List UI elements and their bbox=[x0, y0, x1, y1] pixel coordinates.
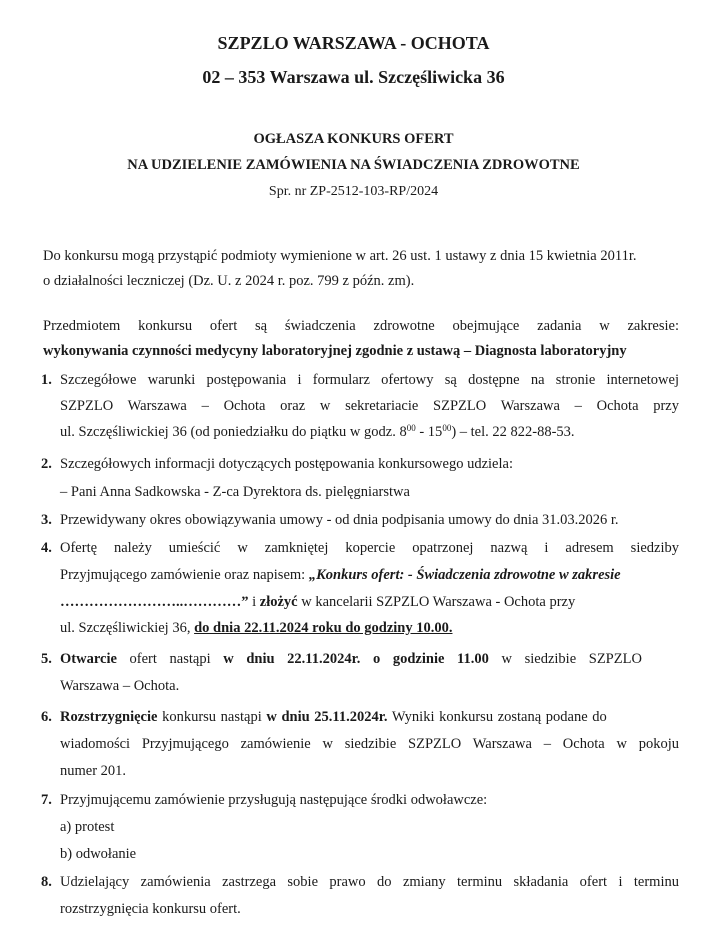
intro-line-2: o działalności leczniczej (Dz. U. z 2024 r. poz. 799 z późn. zm). bbox=[43, 273, 415, 289]
item-4-line-3: ……………………..…………” i złożyć w kancelarii SZPZLO Warszawa - Ochota przy bbox=[60, 594, 576, 610]
announce-subtitle: NA UDZIELENIE ZAMÓWIENIA NA ŚWIADCZENIA ZDROWOTNE bbox=[127, 157, 580, 173]
item-number: 4. bbox=[41, 540, 52, 556]
item-1-line-3: ul. Szczęśliwickiej 36 (od poniedziałku do piątku w godz. $8^{00} - 15^{00}$) – tel. 22 822-88-53. bbox=[60, 423, 575, 440]
subject-line-1: Przedmiotem konkursu ofert są świadczenia zdrowotne obejmujące zadania w zakresie: bbox=[43, 318, 679, 334]
item-number: 2. bbox=[41, 456, 52, 472]
item-3-line-1: Przewidywany okres obowiązywania umowy - od dnia podpisania umowy do dnia 31.03.2026 r. bbox=[60, 512, 619, 528]
org-name: SZPZLO WARSZAWA - OCHOTA bbox=[217, 33, 490, 53]
subject-line-2: wykonywania czynności medycyny laboratoryjnej zgodnie z ustawą – Diagnosta laboratoryjny bbox=[43, 343, 627, 359]
announce-title: OGŁASZA KONKURS OFERT bbox=[253, 131, 454, 147]
item-6-line-2: wiadomości Przyjmującego zamówienie w siedzibie SZPZLO Warszawa – Ochota w pokoju bbox=[60, 736, 679, 752]
item-6-line-3: numer 201. bbox=[60, 763, 127, 779]
item-6-line-1: Rozstrzygnięcie konkursu nastąpi w dniu 25.11.2024r. Wyniki konkursu zostaną podane do bbox=[60, 709, 607, 725]
item-number: 1. bbox=[41, 372, 52, 388]
item-8-line-1: Udzielający zamówienia zastrzega sobie prawo do zmiany terminu składania ofert i terminu bbox=[60, 874, 679, 890]
item-4-line-4: ul. Szczęśliwickiej 36, do dnia 22.11.2024 roku do godziny 10.00. bbox=[60, 620, 453, 636]
item-7-option-b: b) odwołanie bbox=[60, 846, 137, 862]
item-8-line-2: rozstrzygnięcia konkursu ofert. bbox=[60, 901, 241, 917]
deadline-text: do dnia 22.11.2024 roku do godziny 10.00. bbox=[194, 620, 453, 636]
item-1-line-1: Szczegółowe warunki postępowania i formularz ofertowy są dostępne na stronie internetowej bbox=[60, 372, 679, 388]
item-2-line-1: Szczegółowych informacji dotyczących postępowania konkursowego udziela: bbox=[60, 456, 513, 472]
item-number: 7. bbox=[41, 792, 52, 808]
item-number: 6. bbox=[41, 709, 52, 725]
item-number: 3. bbox=[41, 512, 52, 528]
item-7-option-a: a) protest bbox=[60, 819, 115, 835]
item-5-line-1: Otwarcie ofert nastąpi w dniu 22.11.2024r. o godzinie 11.00 w siedzibie SZPZLO bbox=[60, 651, 642, 667]
item-7-line-1: Przyjmującemu zamówienie przysługują następujące środki odwoławcze: bbox=[60, 792, 488, 808]
item-4-line-2: Przyjmującego zamówienie oraz napisem: „Konkurs ofert: - Świadczenia zdrowotne w zakresie bbox=[60, 567, 621, 583]
item-number: 5. bbox=[41, 651, 52, 667]
org-address: 02 – 353 Warszawa ul. Szczęśliwicka 36 bbox=[202, 67, 505, 87]
item-number: 8. bbox=[41, 874, 52, 890]
item-2-contact: – Pani Anna Sadkowska - Z-ca Dyrektora ds. pielęgniarstwa bbox=[60, 484, 410, 500]
intro-line-1: Do konkursu mogą przystąpić podmioty wymienione w art. 26 ust. 1 ustawy z dnia 15 kwietnia 2011r. bbox=[43, 248, 637, 264]
reference-number: Spr. nr ZP-2512-103-RP/2024 bbox=[268, 184, 439, 199]
item-4-line-1: Ofertę należy umieścić w zamkniętej kopercie opatrzonej nazwą i adresem siedziby bbox=[60, 540, 679, 556]
item-5-line-2: Warszawa – Ochota. bbox=[60, 678, 180, 694]
item-1-line-2: SZPZLO Warszawa – Ochota oraz w sekretariacie SZPZLO Warszawa – Ochota przy bbox=[60, 398, 679, 414]
